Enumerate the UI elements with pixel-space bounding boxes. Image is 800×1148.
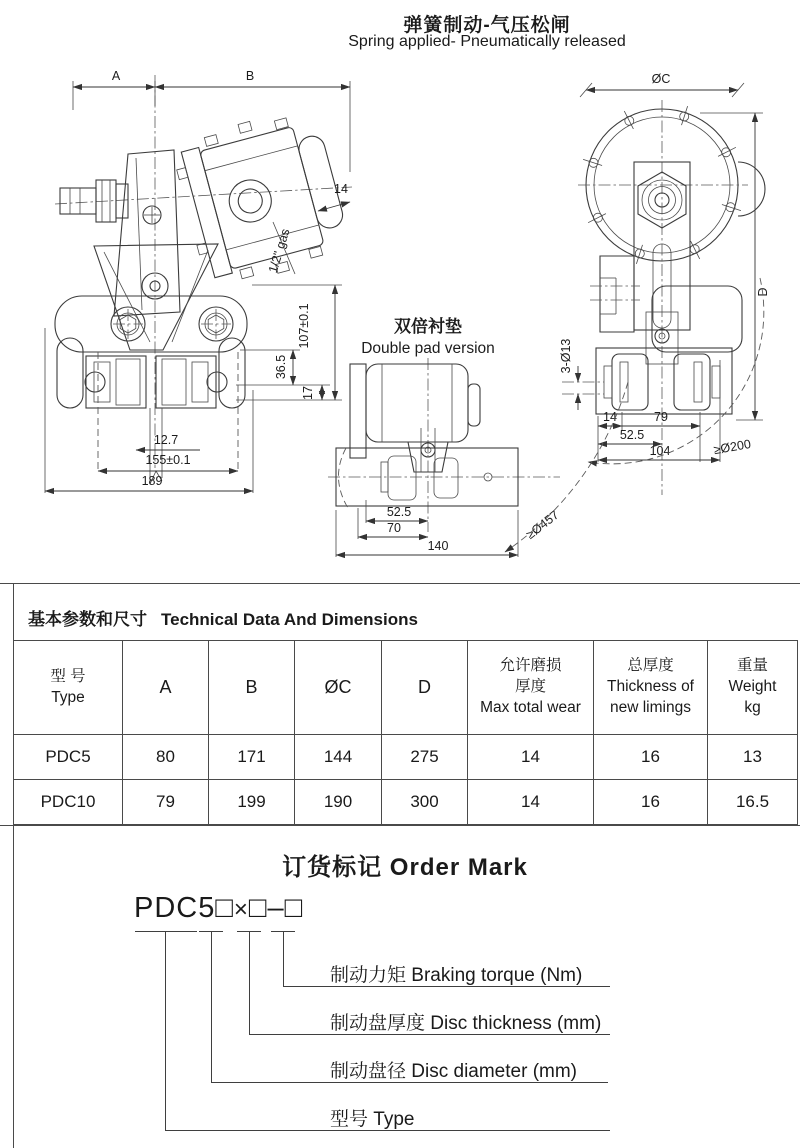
- dim-side-14: 14: [603, 410, 617, 424]
- col-header-thickness-en1: Thickness of: [606, 678, 694, 696]
- col-header-weight-unit: kg: [744, 698, 761, 716]
- col-header-d-label: D: [418, 677, 431, 698]
- side-hex-nut: [638, 172, 686, 228]
- order-code-box1: □: [215, 892, 234, 924]
- table-section-title: [28, 605, 418, 630]
- order-label-line-thickness: [249, 1034, 610, 1035]
- front-caliper-body: [55, 244, 247, 352]
- page-title-zh: 弹簧制动-气压松闸: [403, 15, 571, 36]
- front-dims-right: [236, 285, 342, 400]
- order-connector-torque: [283, 931, 284, 986]
- technical-drawings: [0, 60, 800, 585]
- dim-36-5: 36.5: [274, 354, 288, 380]
- order-label-line-type: [165, 1130, 610, 1131]
- order-connector-diameter: [211, 931, 212, 1082]
- dim-dp-52-5: 52.5: [386, 505, 412, 519]
- cell-pdc5-b: 171: [209, 735, 295, 780]
- front-view-drawing: [45, 69, 353, 493]
- order-code-box2: □: [248, 892, 268, 924]
- order-code-dash: –: [267, 892, 285, 924]
- side-dims-bottom: [559, 278, 764, 464]
- side-housing: [578, 100, 765, 495]
- front-dims-bottom: [45, 328, 253, 493]
- side-dim-oc: [580, 72, 744, 97]
- double-pad-drawing: [328, 316, 628, 557]
- cell-pdc5-a: 80: [123, 735, 209, 780]
- col-header-thickness-en2: new limings: [610, 698, 691, 716]
- table-section-title-en: Technical Data And Dimensions: [161, 610, 418, 629]
- order-mark-code: [134, 892, 303, 925]
- cell-pdc10-d: 300: [382, 780, 468, 825]
- front-dim-14: [318, 182, 350, 211]
- order-mark-section: [0, 825, 800, 1148]
- table-row-pdc10: [14, 780, 798, 825]
- spec-table: [13, 640, 798, 825]
- double-pad-label-en: Double pad version: [361, 340, 495, 357]
- front-dim-ab: [73, 69, 350, 172]
- col-header-type: [14, 641, 123, 735]
- dim-oc: ØC: [651, 72, 671, 86]
- dim-17: 17: [301, 386, 315, 400]
- order-label-diameter: 制动盘径 Disc diameter (mm): [330, 1061, 578, 1082]
- cell-pdc5-weight: 13: [708, 735, 798, 780]
- order-connector-thickness: [249, 931, 250, 1034]
- col-header-d: [382, 641, 468, 735]
- dim-140: 140: [427, 539, 449, 553]
- order-code-prefix: PDC5: [134, 892, 216, 924]
- col-header-thickness: [594, 641, 708, 735]
- front-socket-bolt-left: [111, 307, 145, 341]
- col-header-a: [123, 641, 209, 735]
- cell-pdc5-d: 275: [382, 735, 468, 780]
- order-label-type: 型号 Type: [330, 1109, 415, 1130]
- col-header-weight-en: Weight: [728, 678, 777, 696]
- cell-pdc10-thickness: 16: [594, 780, 708, 825]
- cell-pdc10-weight: 16.5: [708, 780, 798, 825]
- section-divider-top: [0, 583, 800, 584]
- cell-pdc10-b: 199: [209, 780, 295, 825]
- cell-pdc10-a: 79: [123, 780, 209, 825]
- col-header-type-en: Type: [51, 688, 85, 706]
- col-header-b: [209, 641, 295, 735]
- dim-14: 14: [334, 182, 348, 196]
- order-label-line-torque: [283, 986, 610, 987]
- col-header-wear-zh2: 厚度: [514, 678, 546, 696]
- cell-pdc5-c: 144: [295, 735, 382, 780]
- dim-a: A: [111, 69, 121, 83]
- order-connector-type: [165, 931, 166, 1130]
- front-socket-bolt-right: [199, 307, 233, 341]
- dim-gas-thread: 1/2" gas: [265, 227, 293, 275]
- dim-12-7: 12.7: [153, 433, 179, 447]
- dim-155: 155±0.1: [145, 453, 191, 467]
- order-label-line-diameter: [211, 1082, 608, 1083]
- col-header-wear-en: Max total wear: [480, 698, 581, 716]
- cell-pdc10-type: PDC10: [14, 780, 123, 825]
- cell-pdc5-thickness: 16: [594, 735, 708, 780]
- order-label-torque: 制动力矩 Braking torque (Nm): [330, 965, 583, 986]
- dim-o200: ≥Ø200: [712, 436, 752, 458]
- order-code-times: ×: [233, 896, 249, 923]
- table-section-title-zh: 基本参数和尺寸: [28, 610, 147, 629]
- order-mark-title: 订货标记 Order Mark: [282, 854, 528, 881]
- order-label-thickness: 制动盘厚度 Disc thickness (mm): [330, 1013, 602, 1034]
- col-header-wear-zh1: 允许磨损: [499, 657, 562, 675]
- table-header-row: [14, 641, 798, 735]
- dim-79: 79: [654, 410, 668, 424]
- col-header-oc-label: ØC: [324, 677, 352, 698]
- dim-70: 70: [387, 521, 401, 535]
- double-pad-label-zh: 双倍衬垫: [394, 317, 462, 336]
- col-header-oc: [295, 641, 382, 735]
- dim-d: D: [756, 287, 770, 297]
- side-arm: [590, 162, 690, 332]
- page-title-en: Spring applied- Pneumatically released: [348, 33, 626, 50]
- col-header-weight: [708, 641, 798, 735]
- double-pad-dims: [336, 382, 628, 557]
- dim-3-o13: 3-Ø13: [559, 338, 573, 374]
- cell-pdc5-wear: 14: [468, 735, 594, 780]
- order-code-box3: □: [284, 892, 304, 924]
- front-actuator: [169, 104, 353, 291]
- dim-side-52-5: 52.5: [619, 428, 645, 442]
- col-header-type-zh: 型 号: [50, 667, 86, 685]
- col-header-wear: [468, 641, 594, 735]
- cell-pdc5-type: PDC5: [14, 735, 123, 780]
- order-code-underline-1: [135, 931, 197, 932]
- col-header-a-label: A: [159, 677, 172, 698]
- dim-o457: ≥Ø457: [523, 507, 562, 542]
- dim-107: 107±0.1: [297, 303, 311, 349]
- table-row-pdc5: [14, 735, 798, 780]
- dim-104: 104: [649, 444, 671, 458]
- col-header-b-label: B: [245, 677, 258, 698]
- dim-189: 189: [141, 474, 163, 488]
- col-header-thickness-zh: 总厚度: [627, 657, 674, 675]
- cell-pdc10-c: 190: [295, 780, 382, 825]
- front-bolt-assembly: [60, 150, 180, 316]
- double-pad-body: [328, 358, 560, 532]
- dim-b: B: [245, 69, 255, 83]
- col-header-weight-zh: 重量: [736, 657, 768, 675]
- cell-pdc10-wear: 14: [468, 780, 594, 825]
- side-view-drawing: [559, 72, 770, 495]
